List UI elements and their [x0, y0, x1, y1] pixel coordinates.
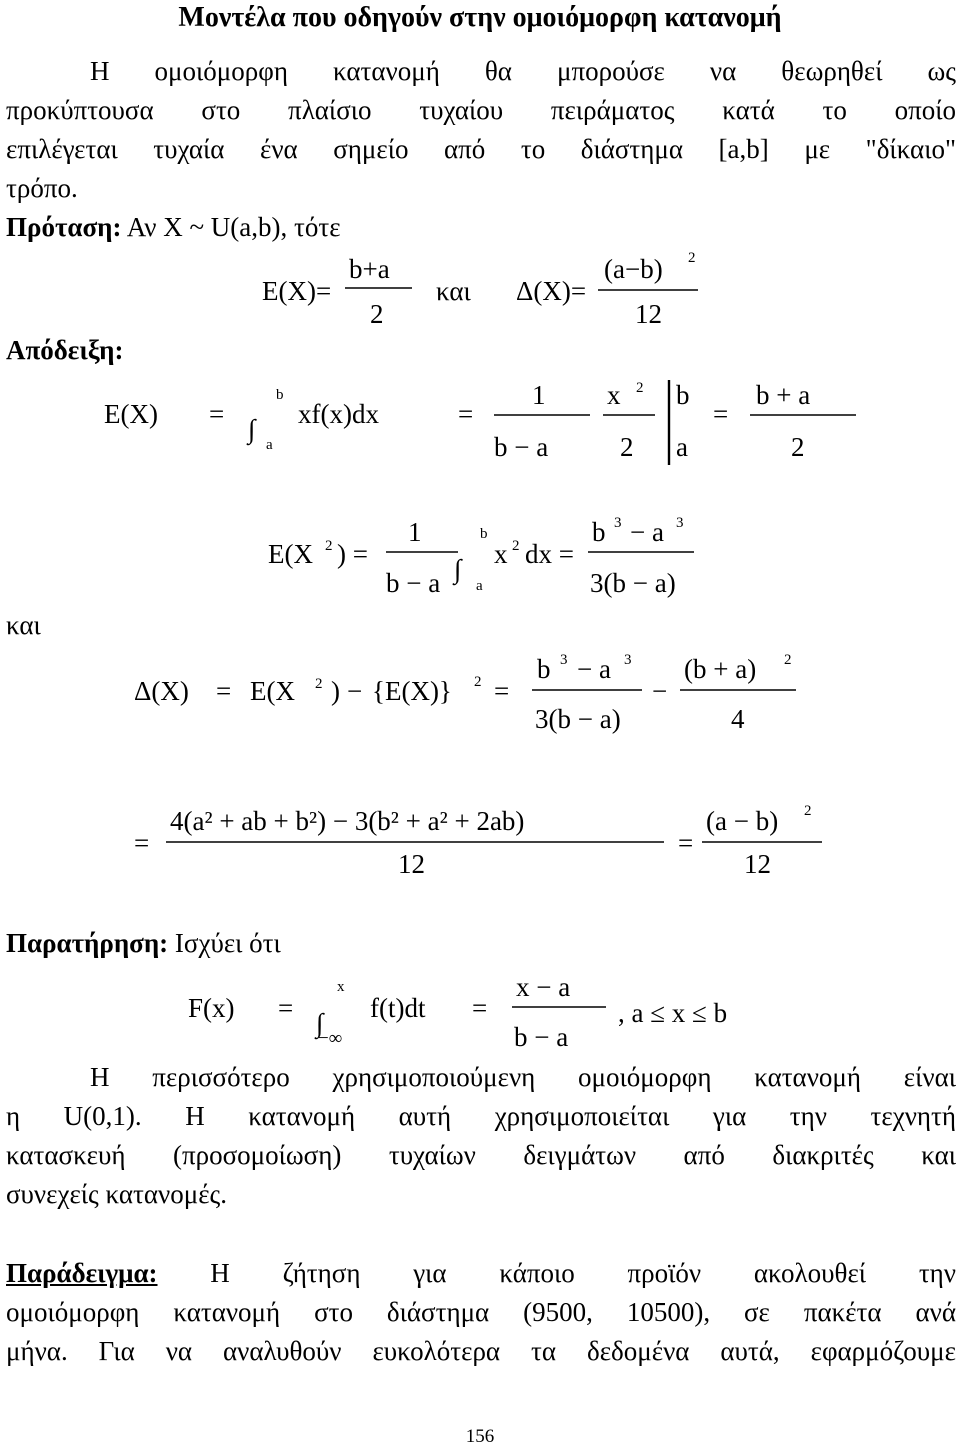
formula-variance — [134, 652, 796, 734]
observation-label: Παρατήρηση: — [6, 928, 169, 958]
svg-text:2: 2 — [804, 803, 812, 819]
usage-line: κατασκευή (προσομοίωση) τυχαίων δειγμάτων από διακριτές και — [6, 1140, 956, 1170]
svg-text:a: a — [266, 437, 273, 453]
page-number: 156 — [465, 1426, 495, 1447]
svg-text:=: = — [678, 828, 694, 858]
formula-cdf — [188, 972, 727, 1052]
svg-text:b: b — [276, 387, 284, 403]
svg-text:−∞: −∞ — [318, 1028, 343, 1049]
svg-text:=: = — [472, 993, 488, 1023]
svg-text:12: 12 — [744, 849, 771, 879]
svg-text:2: 2 — [688, 250, 696, 266]
svg-text:b: b — [537, 654, 551, 684]
page-title: Μοντέλα που οδηγούν στην ομοιόμορφη κατανομή — [178, 2, 782, 33]
svg-text:x: x — [607, 380, 621, 410]
svg-text:−: − — [347, 676, 363, 706]
svg-text:) =: ) = — [337, 539, 368, 569]
example-line: μήνα. Για να αναλυθούν ευκολότερα τα δεδομένα αυτά, εφαρμόζουμε — [6, 1336, 956, 1366]
svg-text:=: = — [713, 399, 729, 429]
formula-expectation — [104, 380, 856, 465]
svg-text:b: b — [592, 517, 606, 547]
observation — [6, 928, 281, 959]
svg-text:b + a: b + a — [756, 380, 811, 410]
svg-text:a: a — [476, 578, 483, 594]
svg-text:12: 12 — [398, 849, 425, 879]
example-text: Η ζήτηση για κάποιο προϊόν ακολουθεί την — [157, 1258, 956, 1288]
svg-text:4(a² + ab + b²) − 3(b² + a² +: 4(a² + ab + b²) − 3(b² + a² + 2ab) — [170, 806, 525, 836]
svg-text:3(b − a): 3(b − a) — [590, 568, 676, 598]
svg-text:x − a: x − a — [516, 972, 571, 1002]
proposition-label: Πρόταση: — [6, 212, 122, 242]
svg-text:2: 2 — [636, 380, 644, 396]
svg-text:3(b − a): 3(b − a) — [535, 704, 621, 734]
svg-text:1: 1 — [532, 380, 546, 410]
svg-text:b − a: b − a — [494, 432, 549, 462]
svg-text:(a − b): (a − b) — [706, 806, 779, 836]
svg-text:xf(x)dx: xf(x)dx — [298, 399, 379, 429]
example-paragraph — [6, 1254, 956, 1371]
svg-text:x: x — [337, 979, 345, 995]
svg-text:=: = — [134, 828, 150, 858]
example-label: Παράδειγμα: — [6, 1258, 158, 1288]
svg-text:E(X: E(X — [268, 539, 313, 569]
svg-text:E(X): E(X) — [104, 399, 158, 429]
svg-text:b − a: b − a — [514, 1022, 569, 1052]
svg-text:F(x): F(x) — [188, 993, 235, 1023]
svg-text:− a: − a — [577, 654, 611, 684]
svg-text:x: x — [494, 539, 508, 569]
svg-text:=: = — [278, 993, 294, 1023]
svg-text:b+a: b+a — [349, 254, 390, 284]
intro-line: προκύπτουσα στο πλαίσιο τυχαίου πειράματος κατά το οποίο — [6, 95, 956, 125]
proposition-text: Αν X ~ U(a,b), τότε — [121, 212, 341, 242]
svg-text:3: 3 — [560, 652, 568, 668]
svg-text:E(X: E(X — [250, 676, 295, 706]
svg-text:b − a: b − a — [386, 568, 441, 598]
formula-variance-result — [134, 803, 822, 879]
formula-mean-variance — [262, 250, 698, 329]
svg-text:(b + a): (b + a) — [684, 654, 757, 684]
svg-text:=: = — [216, 676, 232, 706]
observation-text: Ισχύει ότι — [168, 928, 281, 958]
svg-text:f(t)dt: f(t)dt — [370, 993, 426, 1023]
intro-line: επιλέγεται τυχαία ένα σημείο από το διάστημα [a,b] με "δίκαιο" — [6, 134, 956, 164]
svg-text:2: 2 — [784, 652, 792, 668]
svg-text:2: 2 — [315, 676, 323, 692]
svg-text:2: 2 — [512, 538, 520, 554]
and-word: και — [6, 610, 41, 640]
svg-text:b: b — [676, 380, 690, 410]
svg-text:− a: − a — [630, 517, 664, 547]
svg-text:, a ≤ x ≤ b: , a ≤ x ≤ b — [618, 998, 728, 1028]
svg-text:2: 2 — [370, 299, 384, 329]
svg-text:2: 2 — [620, 432, 634, 462]
proof-label: Απόδειξη: — [6, 335, 124, 365]
svg-text:3: 3 — [614, 515, 622, 531]
svg-text:3: 3 — [624, 652, 632, 668]
svg-text:2: 2 — [474, 674, 482, 690]
svg-text:=: = — [458, 399, 474, 429]
integral-sign: ∫ — [454, 554, 462, 584]
intro-line: Η ομοιόμορφη κατανομή θα μπορούσε να θεωρηθεί ως — [90, 56, 956, 86]
svg-text:Δ(X): Δ(X) — [134, 676, 189, 706]
svg-text:E(X)=: E(X)= — [262, 276, 332, 306]
example-line — [6, 1254, 956, 1293]
svg-text:και: και — [436, 276, 471, 306]
svg-text:=: = — [494, 676, 510, 706]
svg-text:): ) — [331, 676, 340, 706]
svg-text:−: − — [652, 676, 668, 706]
example-line: ομοιόμορφη κατανομή στο διάστημα (9500, 10500), σε πακέτα ανά — [6, 1297, 956, 1327]
formula-second-moment — [268, 515, 694, 598]
svg-text:4: 4 — [731, 704, 745, 734]
svg-text:{E(X)}: {E(X)} — [372, 676, 452, 706]
svg-text:=: = — [209, 399, 225, 429]
usage-line: Η περισσότερο χρησιμοποιούμενη ομοιόμορφη κατανομή είναι — [90, 1062, 956, 1092]
svg-text:Δ(X)=: Δ(X)= — [516, 276, 587, 306]
integral-sign: ∫ — [248, 414, 256, 444]
svg-text:dx =: dx = — [525, 539, 574, 569]
svg-text:1: 1 — [408, 517, 422, 547]
svg-text:2: 2 — [791, 432, 805, 462]
svg-text:b: b — [480, 526, 488, 542]
usage-line: συνεχείς κατανομές. — [6, 1179, 227, 1209]
usage-paragraph — [6, 1058, 956, 1214]
usage-line: η U(0,1). Η κατανομή αυτή χρησιμοποιείται για την τεχνητή — [6, 1101, 956, 1131]
intro-line: τρόπο. — [6, 173, 78, 203]
svg-text:a: a — [676, 432, 688, 462]
svg-text:3: 3 — [676, 515, 684, 531]
svg-text:12: 12 — [635, 299, 662, 329]
integral-sign: ∫ — [316, 1008, 324, 1038]
svg-text:2: 2 — [325, 538, 333, 554]
svg-text:(a−b): (a−b) — [604, 254, 663, 284]
